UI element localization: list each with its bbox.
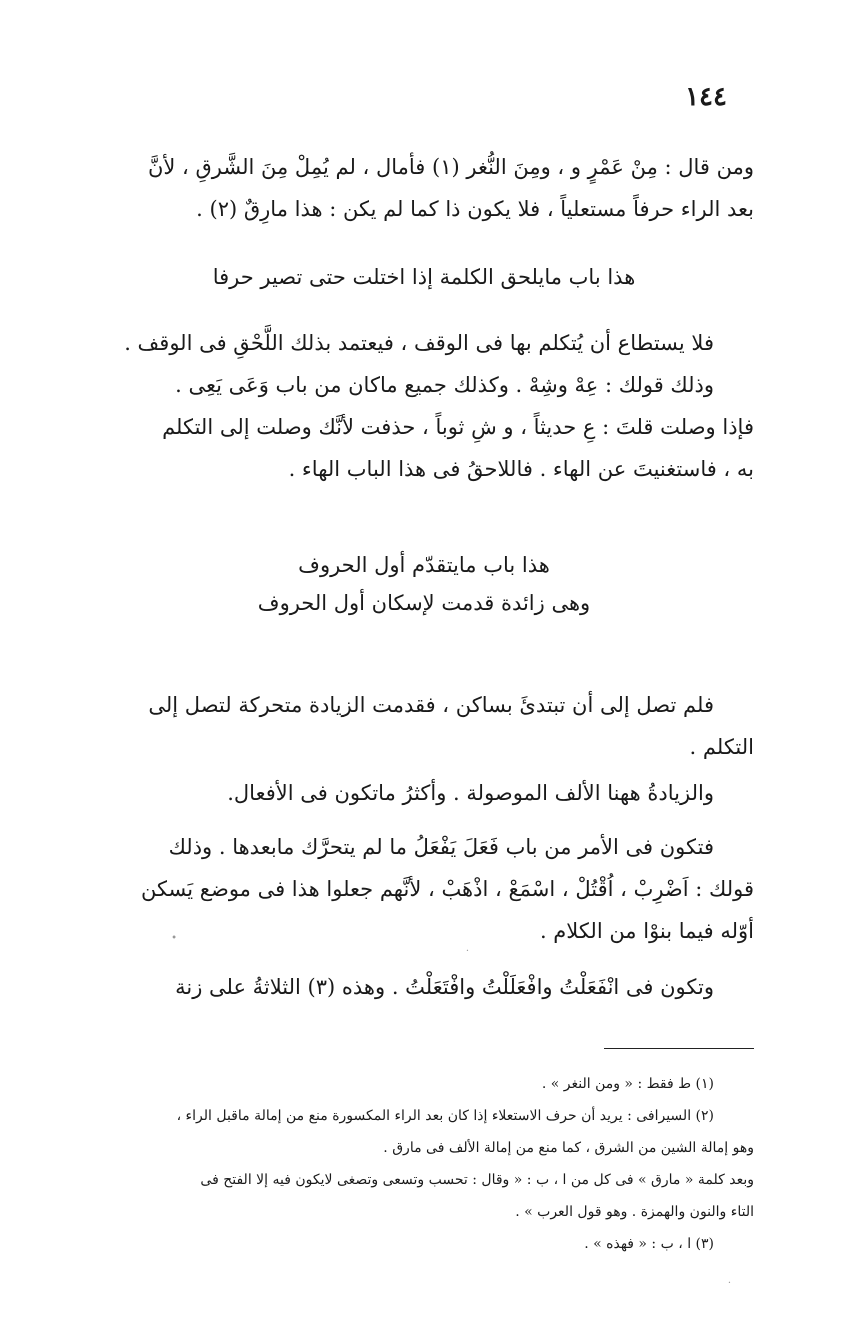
page-number: ١٤٤ xyxy=(685,82,727,112)
text-line: فتكون فى الأمر من باب فَعَلَ يَفْعَلُ ما لم يتحرَّك مابعدها . وذلك xyxy=(168,835,714,859)
text-line: قولك : اَضْرِبْ ، اُقْتُلْ ، اسْمَعْ ، اذْهَبْ ، لأنَّهم جعلوا هذا فى موضع يَسكن xyxy=(140,877,754,901)
text-line: أوّله فيما بنوْا من الكلام . xyxy=(539,919,754,943)
footnote-2-continued: وهو إمالة الشين من الشرق ، كما منع من إمالة الألف فى مارق . xyxy=(383,1140,754,1156)
text-line: فإذا وصلت قلتَ : عِ حديثاً ، و شِ ثوباً ، حذفت لأنَّك وصلت إلى التكلم xyxy=(162,415,754,439)
scan-speck: • xyxy=(171,933,177,944)
footnote-1: (١) ط فقط : « ومن النغر » . xyxy=(541,1076,714,1092)
scan-speck: · xyxy=(727,1278,731,1289)
footnote-3: (٣) ا ، ب : « فهذه » . xyxy=(584,1236,714,1252)
paragraph-4 xyxy=(94,772,754,814)
text-line: وتكون فى انْفَعَلْتُ وافْعَلَلْتُ وافْتَعَلْتُ . وهذه (٣) الثلاثةُ على زنة xyxy=(175,975,714,999)
heading-subline: وهى زائدة قدمت لإسكان أول الحروف xyxy=(257,591,591,615)
heading-line: هذا باب مايتقدّم أول الحروف xyxy=(298,553,550,577)
text-line: والزيادةُ ههنا الألف الموصولة . وأكثرُ ماتكون فى الأفعال. xyxy=(227,781,714,805)
paragraph-3 xyxy=(94,684,754,768)
paragraph-5 xyxy=(94,826,754,952)
paragraph-2 xyxy=(94,322,754,490)
text-line: التكلم . xyxy=(689,735,754,759)
text-line: فلم تصل إلى أن تبتدئَ بساكن ، فقدمت الزيادة متحركة لتصل إلى xyxy=(148,693,714,717)
text-line: به ، فاستغنيتَ عن الهاء . فاللاحقُ فى هذا الباب الهاء . xyxy=(288,457,754,481)
section-heading-2 xyxy=(94,546,754,622)
section-heading-1: هذا باب مايلحق الكلمة إذا اختلت حتى تصير حرفا xyxy=(212,265,636,289)
scan-speck: · xyxy=(465,946,469,957)
text-line: ومن قال : مِنْ عَمْرٍ و ، ومِنَ النُّغر (١) فأمال ، لم يُمِلْ مِنَ الشَّرقِ ، لأنَّ xyxy=(147,155,754,179)
text-line: بعد الراء حرفاً مستعلياً ، فلا يكون ذا كما لم يكن : هذا مارِقٌ (٢) . xyxy=(196,197,754,221)
text-line: وذلك قولك : عِهْ وشِهْ . وكذلك جميع ماكان من باب وَعَى يَعِى . xyxy=(175,373,714,397)
text-line: فلا يستطاع أن يُتكلم بها فى الوقف ، فيعتمد بذلك اللَّحْقِ فى الوقف . xyxy=(124,331,714,355)
footnotes xyxy=(94,1068,754,1260)
paragraph-6 xyxy=(94,966,754,1008)
footnote-2: (٢) السيرافى : يريد أن حرف الاستعلاء إذا كان بعد الراء المكسورة منع من إمالة ماقبل الراء ، xyxy=(176,1108,714,1124)
paragraph-1 xyxy=(94,146,754,230)
footnote-separator xyxy=(604,1048,754,1049)
footnote-2-variant-continued: التاء والنون والهمزة . وهو قول العرب » . xyxy=(515,1204,754,1220)
footnote-2-variant: وبعد كلمة « مارق » فى كل من ا ، ب : « وقال : تحسب وتسعى وتصغى لايكون فيه إلا الفتح فى xyxy=(200,1172,754,1188)
